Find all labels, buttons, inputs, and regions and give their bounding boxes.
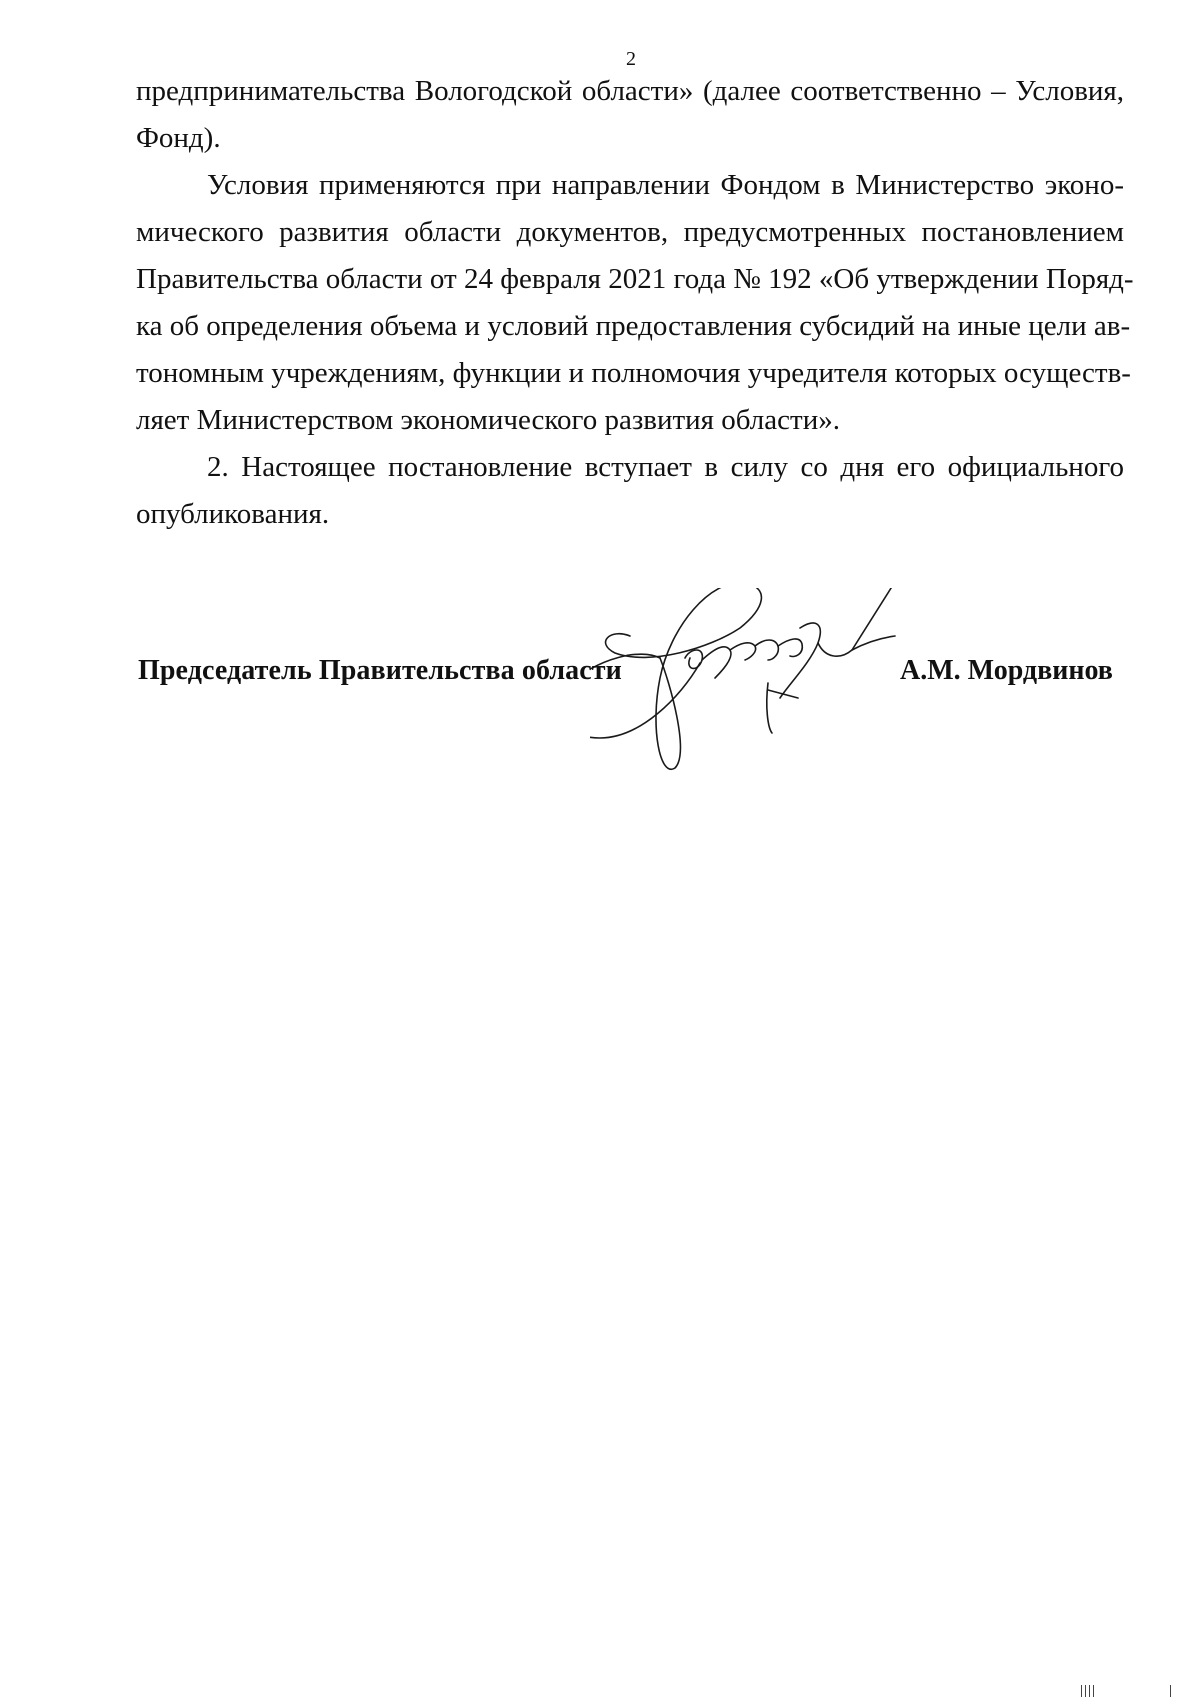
- text-line: ляет Министерством экономического развития области».: [136, 404, 840, 436]
- text-line: опубликования.: [136, 498, 330, 530]
- text-line: Условия применяются при направлении Фондом в Министерство эконо-: [207, 169, 1124, 201]
- scan-artifact: [1089, 1685, 1090, 1697]
- text-line: предпринимательства Вологодской области» (далее соответственно – Условия,: [136, 75, 1124, 107]
- scan-artifact: [1085, 1685, 1086, 1697]
- handwritten-signature: [590, 588, 940, 788]
- scan-artifact: [1170, 1685, 1171, 1697]
- text-line: тономным учреждениям, функции и полномочия учредителя которых осуществ-: [136, 357, 1131, 389]
- text-line: Правительства области от 24 февраля 2021 года № 192 «Об утверждении Поряд-: [136, 263, 1134, 295]
- text-line: Фонд).: [136, 122, 221, 154]
- scan-artifact: [1093, 1685, 1094, 1697]
- signatory-title: Председатель Правительства области: [138, 655, 622, 686]
- scan-artifact: [1081, 1685, 1082, 1697]
- page-number: 2: [626, 48, 636, 70]
- text-line: ка об определения объема и условий предоставления субсидий на иные цели ав-: [136, 310, 1131, 342]
- paragraph-2: [136, 162, 1134, 444]
- text-line: мического развития области документов, предусмотренных постановлением: [136, 216, 1124, 248]
- paragraph-1: [136, 68, 1124, 162]
- text-line: 2. Настоящее постановление вступает в силу со дня его официального: [207, 451, 1124, 483]
- paragraph-3: [136, 444, 1124, 538]
- signatory-name: А.М. Мордвинов: [900, 655, 1113, 686]
- document-body: [136, 68, 1134, 538]
